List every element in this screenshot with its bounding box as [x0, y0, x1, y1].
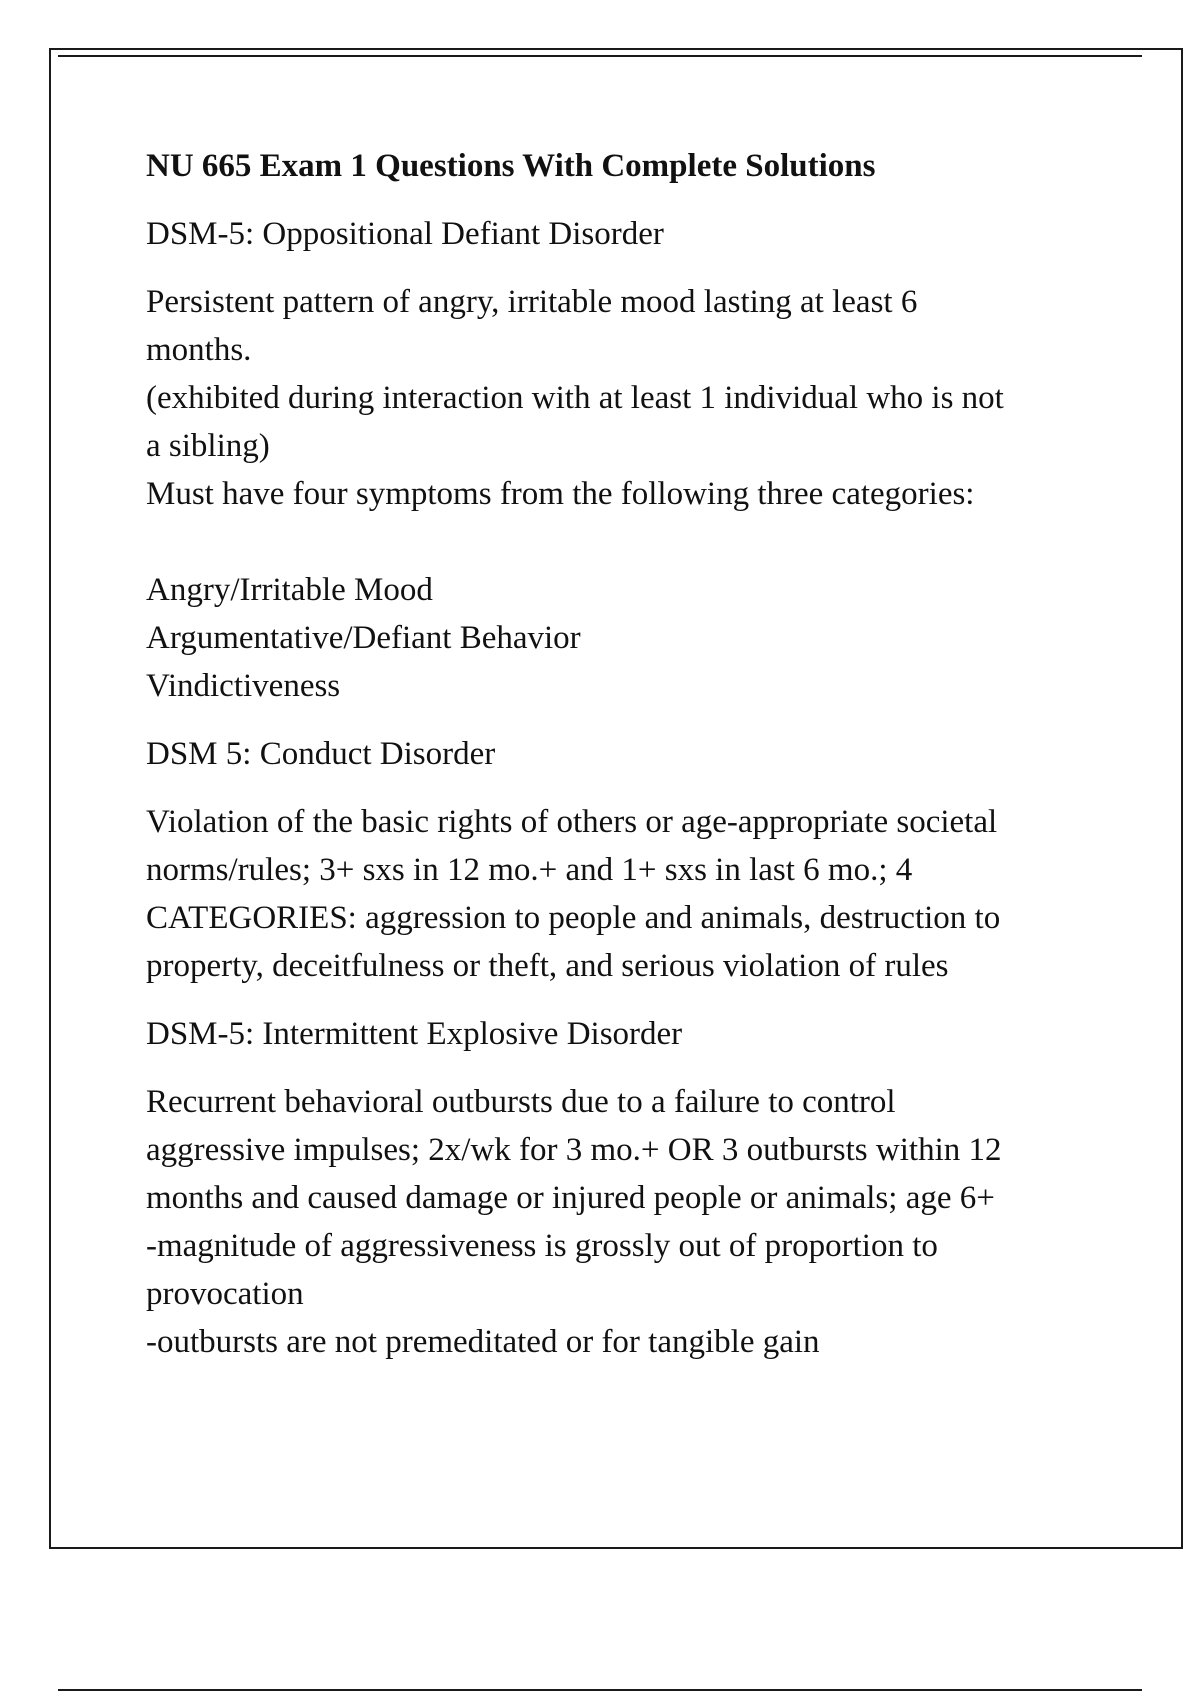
- section-heading: DSM-5: Intermittent Explosive Disorder: [146, 1016, 683, 1052]
- answer-line: (exhibited during interaction with at least 1 individual who is not: [146, 380, 1004, 416]
- answer-line: Violation of the basic rights of others or age-appropriate societal: [146, 804, 998, 840]
- answer-line: Persistent pattern of angry, irritable mood lasting at least 6: [146, 284, 918, 320]
- answer-line: Recurrent behavioral outbursts due to a failure to control: [146, 1084, 896, 1120]
- answer-line: months and caused damage or injured people or animals; age 6+: [146, 1180, 995, 1216]
- answer-line: property, deceitfulness or theft, and serious violation of rules: [146, 948, 949, 984]
- section-heading: DSM 5: Conduct Disorder: [146, 736, 496, 772]
- blank-line: [146, 518, 1106, 566]
- category-item: Argumentative/Defiant Behavior: [146, 620, 581, 656]
- answer-line: aggressive impulses; 2x/wk for 3 mo.+ OR 3 outbursts within 12: [146, 1132, 1002, 1168]
- footer-rule: [58, 1689, 1142, 1691]
- category-item: Angry/Irritable Mood: [146, 572, 433, 608]
- document-body: [146, 142, 1106, 1386]
- answer-line: provocation: [146, 1276, 304, 1312]
- answer-line: -magnitude of aggressiveness is grossly out of proportion to: [146, 1228, 938, 1264]
- answer-line: CATEGORIES: aggression to people and animals, destruction to: [146, 900, 1001, 936]
- answer-line: Must have four symptoms from the following three categories:: [146, 476, 975, 512]
- answer-line: norms/rules; 3+ sxs in 12 mo.+ and 1+ sxs in last 6 mo.; 4: [146, 852, 913, 888]
- document-title: NU 665 Exam 1 Questions With Complete Solutions: [146, 148, 876, 184]
- answer-line: a sibling): [146, 428, 270, 464]
- section-answer: [146, 798, 1106, 990]
- header-rule: [58, 55, 1142, 57]
- answer-line: months.: [146, 332, 252, 368]
- answer-line: -outbursts are not premeditated or for tangible gain: [146, 1324, 820, 1360]
- section-answer: [146, 1078, 1106, 1366]
- category-item: Vindictiveness: [146, 668, 341, 704]
- section-heading: DSM-5: Oppositional Defiant Disorder: [146, 216, 664, 252]
- section-answer: [146, 278, 1106, 710]
